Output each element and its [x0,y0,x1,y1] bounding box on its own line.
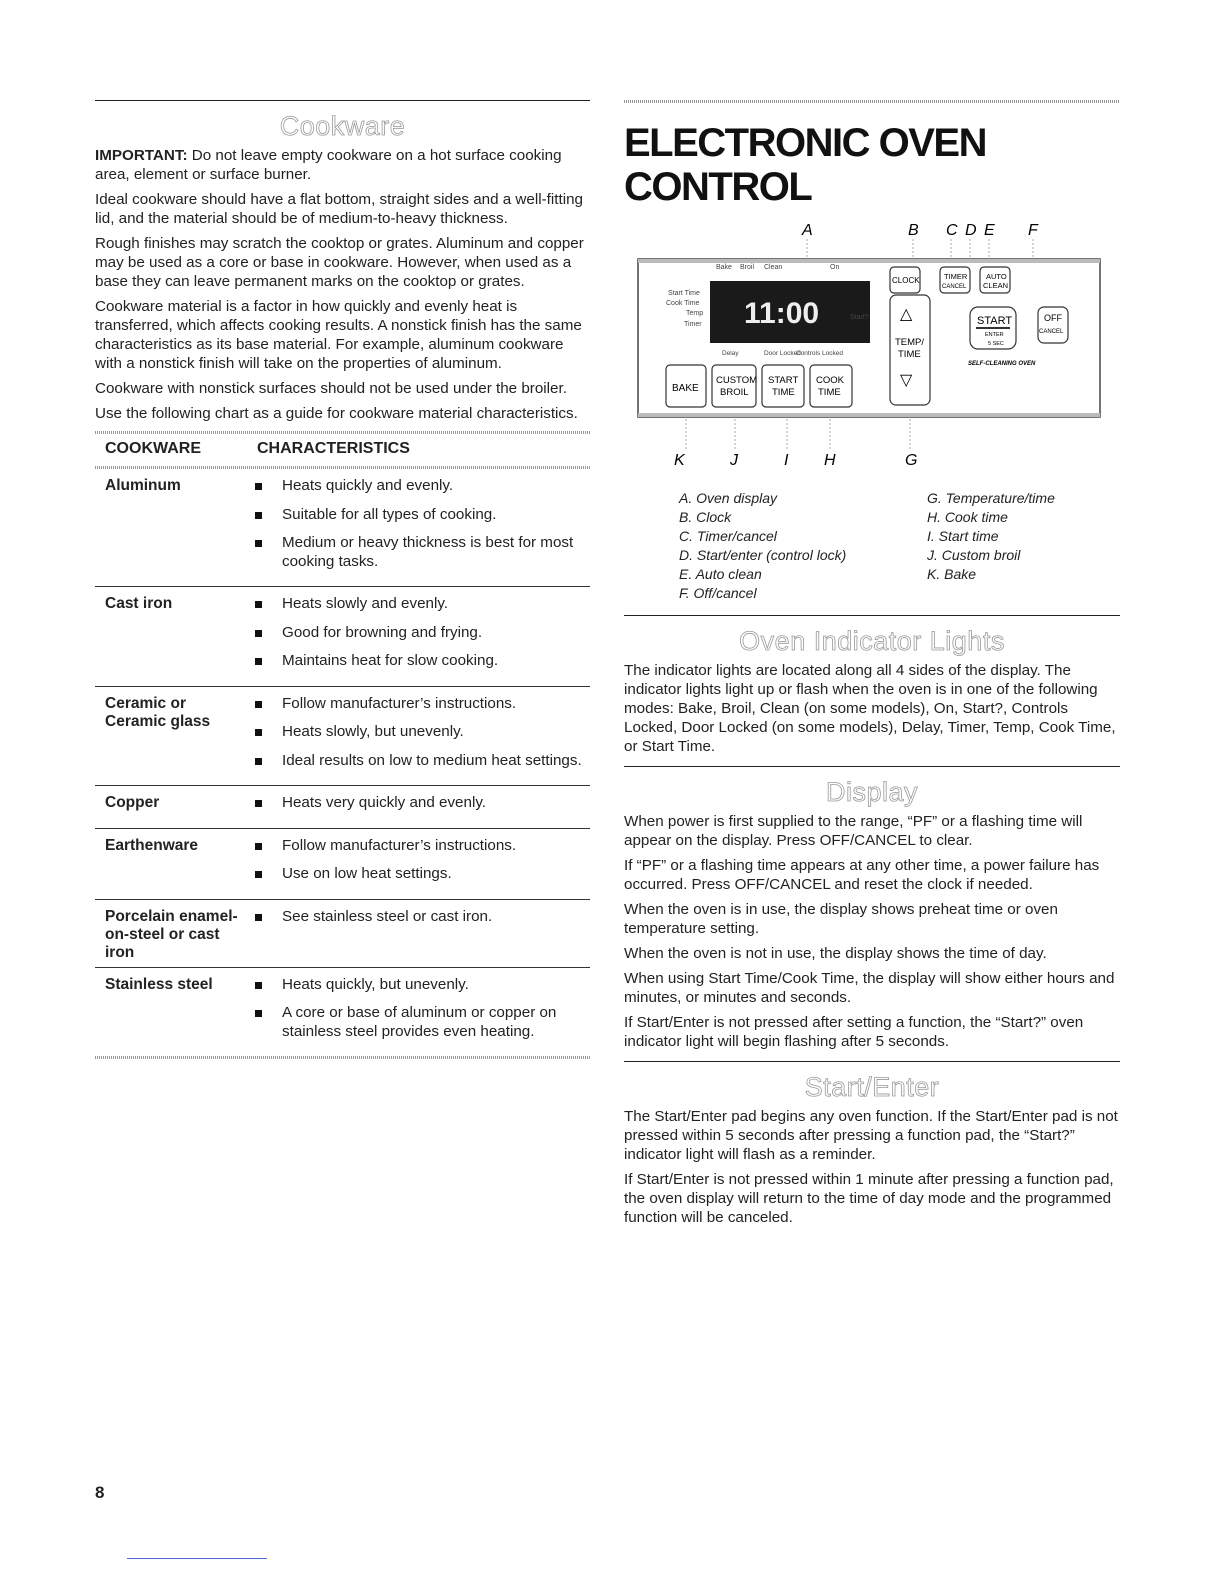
cookware-intro [95,146,590,423]
table-bottom-rule [95,1056,590,1059]
characteristic-item [250,506,590,525]
off-button: OFF [1044,313,1062,323]
paragraph-text: Rough finishes may scratch the cooktop or grates. Aluminum and copper may be used as a core or base in cookware. However, when used as a base they can leave permanent marks on the cooktop or grates. [95,235,584,290]
characteristic-item [250,477,590,496]
table-row [95,687,590,787]
table-header [95,434,590,466]
cookware-name: Ceramic or Ceramic glass [105,694,211,730]
cookware-name: Porcelain enamel-on-steel or cast iron [105,907,238,961]
auto-line2: CLEAN [983,281,1009,290]
characteristic-item [250,534,590,571]
legend-item: E. Auto clean [679,566,762,582]
cookware-table [95,469,590,1057]
characteristic-text: Heats very quickly and evenly. [282,794,486,811]
characteristic-item [250,695,590,714]
enter-label: ENTER [985,332,1004,338]
timer-line2: CANCEL [942,284,967,290]
ind-timer: Timer [684,321,702,328]
legend-item: B. Clock [679,509,732,525]
custom-broil-line2: BROIL [720,387,749,398]
table-row [95,900,590,968]
oven-control-diagram [624,209,1120,489]
section-paragraph: When the oven is not in use, the display shows the time of day. [624,945,1047,962]
legend-item: F. Off/cancel [679,585,757,601]
table-row [95,469,590,587]
cook-time-line2: TIME [818,387,841,398]
right-sections [624,615,1120,1237]
ind-start-q: Start? [850,314,869,321]
section-top-rule [624,1061,1120,1062]
characteristic-text: Heats slowly and evenly. [282,595,449,612]
start-time-line1: START [768,375,799,386]
characteristics-list [250,477,590,581]
ind-clean: Clean [764,264,783,271]
label-k: K [674,452,685,469]
bullet-icon [255,601,262,608]
intro-paragraph [95,379,590,398]
label-b: B [908,222,919,239]
legend-item: K. Bake [927,566,977,582]
characteristic-item [250,752,590,771]
bullet-icon [255,483,262,490]
label-g: G [905,452,918,469]
custom-broil-line1: CUSTOM [716,375,757,386]
cookware-name: Copper [105,794,160,811]
cookware-name: Cast iron [105,595,173,612]
legend-right [927,489,1055,603]
characteristic-text: Heats slowly, but unevenly. [282,723,464,740]
label-h: H [824,452,836,469]
section-heading: Display [825,777,919,807]
characteristic-text: Suitable for all types of cooking. [282,505,497,523]
legend-left [679,489,927,603]
bullet-icon [255,871,262,878]
legend-item: H. Cook time [927,509,1008,525]
bullet-icon [255,914,262,921]
temp-line1: TEMP/ [895,337,925,348]
up-arrow-icon: △ [900,306,913,323]
label-f: F [1028,222,1038,239]
ind-controls-locked: Controls Locked [796,350,843,357]
control-panel-svg [624,209,1120,489]
five-sec-label: 5 SEC [988,341,1004,347]
intro-paragraph [95,190,590,228]
section-paragraph: When power is first supplied to the range, “PF” or a flashing time will appear on the display. Press OFF/CANCEL to clear. [624,813,1083,849]
characteristic-text: Use on low heat settings. [282,865,452,882]
characteristics-list [250,595,590,681]
characteristic-item [250,865,590,884]
bullet-icon [255,843,262,850]
paragraph-text: Do not leave empty cookware on a hot surface cooking area, element or surface burner. [95,147,562,183]
ind-start-time: Start Time [668,290,700,297]
footer-link-line [127,1558,267,1559]
cook-time-line1: COOK [816,375,844,386]
bullet-icon [255,630,262,637]
characteristics-list [250,794,590,823]
paragraph-text: Ideal cookware should have a flat bottom, straight sides and a well-fitting lid, and the material should be of medium-to-heavy thickness. [95,191,583,227]
section-paragraph: When using Start Time/Cook Time, the display will show either hours and minutes, or minutes and seconds. [624,970,1115,1006]
label-c: C [946,222,958,239]
intro-paragraph [95,297,590,373]
cookware-heading: Cookware [279,111,406,141]
characteristics-list [250,837,590,894]
cookware-name: Aluminum [105,477,181,494]
characteristic-item [250,723,590,742]
legend-item: J. Custom broil [927,547,1021,563]
ind-bake: Bake [716,264,732,271]
characteristic-item [250,794,590,813]
characteristic-item [250,908,590,927]
characteristic-text: Ideal results on low to medium heat settings. [282,751,582,769]
timer-line1: TIMER [944,272,968,281]
cookware-name: Stainless steel [105,975,213,993]
characteristic-text: Medium or heavy thickness is best for most cooking tasks. [282,534,574,570]
bullet-icon [255,658,262,665]
section-paragraph: The Start/Enter pad begins any oven function. If the Start/Enter pad is not pressed within 5 seconds after pressing a function pad, the “Start?” indicator light will flash as a reminder. [624,1108,1118,1163]
section-paragraph: The indicator lights are located along all 4 sides of the display. The indicator lights light up or flash when the oven is in one of the following modes: Bake, Broil, Clean (on some models), On, Start?, Controls Locked, Door Locked (on some models), Delay, Timer, Temp, Cook Time, or Start Time. [624,662,1116,755]
intro-paragraph [95,234,590,291]
characteristic-text: Maintains heat for slow cooking. [282,652,499,669]
page-number: 8 [95,1483,105,1502]
characteristics-list [250,695,590,781]
table-row [95,829,590,900]
legend-item: C. Timer/cancel [679,528,777,544]
label-a: A [802,222,813,239]
section-paragraph: If Start/Enter is not pressed within 1 minute after pressing a function pad, the oven display will return to the time of day mode and the programmed function will be canceled. [624,1171,1114,1226]
characteristics-list [250,908,590,962]
ind-cook-time: Cook Time [666,300,700,307]
label-d: D [965,222,977,239]
top-rule [95,100,590,101]
diagram-legend [624,489,1120,603]
characteristic-text: Heats quickly, but unevenly. [282,975,469,993]
section-paragraph: When the oven is in use, the display shows preheat time or oven temperature setting. [624,901,1058,937]
section-heading: Start/Enter [804,1072,940,1102]
bullet-icon [255,758,262,765]
section-paragraph: If “PF” or a flashing time appears at any other time, a power failure has occurred. Press OFF/CANCEL and reset the clock if needed. [624,857,1100,893]
table-row [95,786,590,829]
left-column [95,100,590,1059]
section-heading: Oven Indicator Lights [739,626,1005,656]
right-column [624,100,1120,1237]
start-button: START [977,315,1013,327]
characteristics-list [250,976,590,1052]
col-characteristics: CHARACTERISTICS [257,440,410,457]
legend-item: I. Start time [927,528,999,544]
section-top-rule [624,766,1120,767]
ind-on: On [830,264,840,271]
section-paragraph: If Start/Enter is not pressed after setting a function, the “Start?” oven indicator light will begin flashing after 5 seconds. [624,1014,1084,1050]
self-cleaning-label: SELF-CLEANING OVEN [968,361,1036,367]
start-time-line2: TIME [772,387,795,398]
bullet-icon [255,540,262,547]
characteristic-item [250,595,590,614]
paragraph-text: Cookware material is a factor in how quickly and evenly heat is transferred, which affects cooking results. A nonstick finish has the same characteristics as its base material. For example, aluminum cookware with a nonstick finish will take on the properties of aluminum. [95,298,582,372]
cancel-label: CANCEL [1039,329,1064,335]
intro-paragraph [95,404,590,423]
ind-delay: Delay [722,350,739,357]
label-i: I [784,452,789,469]
paragraph-text: Cookware with nonstick surfaces should not be used under the broiler. [95,380,567,397]
bullet-icon [255,1010,262,1017]
page-title: ELECTRONIC OVEN CONTROL [624,121,986,209]
auto-line1: AUTO [986,272,1007,281]
right-top-rule [624,100,1120,103]
ind-broil: Broil [740,264,755,271]
intro-paragraph [95,146,590,184]
characteristic-text: Good for browning and frying. [282,623,483,641]
characteristic-text: See stainless steel or cast iron. [282,907,493,925]
down-arrow-icon: ▽ [900,372,913,389]
characteristic-text: Follow manufacturer’s instructions. [282,836,517,854]
bullet-icon [255,512,262,519]
characteristic-item [250,624,590,643]
display-time: 11:00 [744,297,820,330]
col-cookware: COOKWARE [105,440,201,457]
legend-item: A. Oven display [679,490,778,506]
table-row [95,968,590,1058]
important-label: IMPORTANT: [95,147,188,164]
ind-door-locked: Door Locked [764,350,801,357]
characteristic-item [250,837,590,856]
bullet-icon [255,701,262,708]
label-j: J [730,452,738,469]
label-e: E [984,222,995,239]
paragraph-text: Use the following chart as a guide for cookware material characteristics. [95,405,578,422]
characteristic-text: Heats quickly and evenly. [282,477,454,494]
temp-line2: TIME [898,349,921,360]
bullet-icon [255,982,262,989]
characteristic-text: A core or base of aluminum or copper on stainless steel provides even heating. [282,1004,557,1040]
table-row [95,587,590,687]
section-top-rule [624,615,1120,616]
characteristic-item [250,976,590,995]
characteristic-item [250,1004,590,1041]
characteristic-item [250,652,590,671]
bullet-icon [255,729,262,736]
bake-button: BAKE [672,383,699,394]
characteristic-text: Follow manufacturer’s instructions. [282,694,517,712]
ind-temp: Temp [686,310,704,317]
cookware-name: Earthenware [105,836,199,854]
legend-item: G. Temperature/time [927,490,1055,506]
clock-button: CLOCK [892,276,920,285]
bullet-icon [255,800,262,807]
legend-item: D. Start/enter (control lock) [679,547,847,563]
